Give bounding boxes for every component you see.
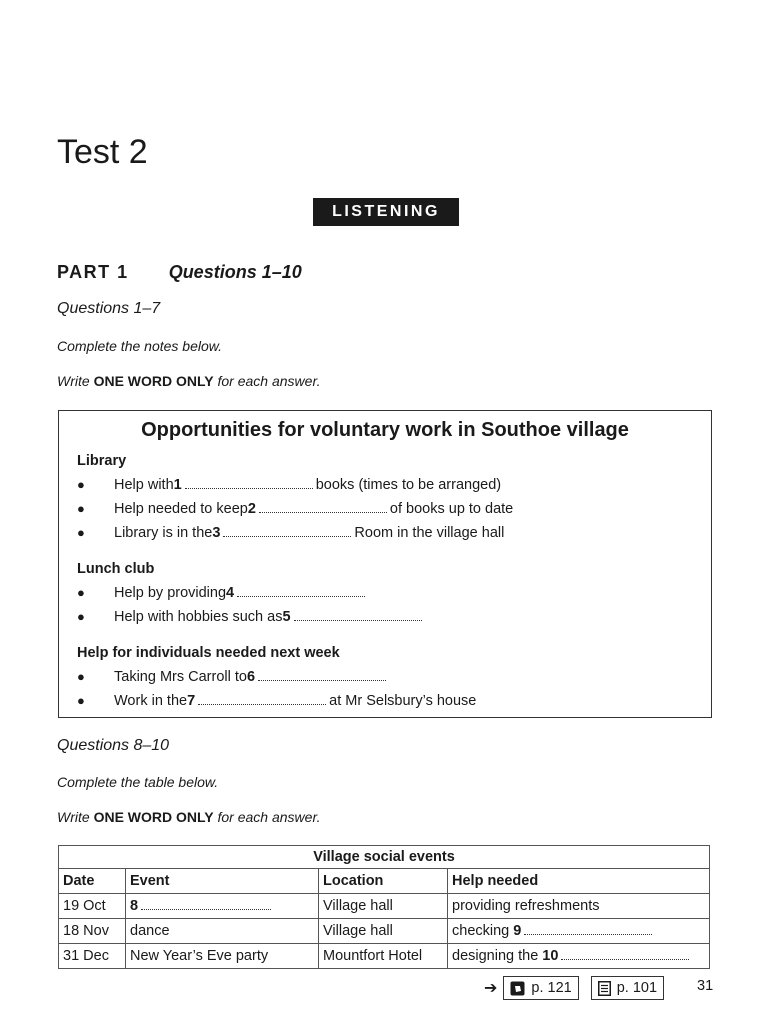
section-banner: LISTENING (313, 198, 459, 226)
part-heading (57, 262, 302, 283)
transcript-icon (598, 981, 611, 996)
answer-blank-4[interactable] (237, 595, 365, 597)
section-heading-library: Library (77, 453, 127, 469)
notes-box (58, 410, 712, 718)
test-title: Test 2 (57, 133, 148, 171)
cell-date: 19 Oct (59, 894, 126, 919)
notes-title: Opportunities for voluntary work in Southoe village (141, 419, 629, 441)
answer-blank-6[interactable] (258, 679, 386, 681)
answer-blank-7[interactable] (198, 703, 326, 705)
word-limit-1: Write ONE WORD ONLY for each answer. (57, 373, 321, 389)
answer-blank-10[interactable] (561, 958, 689, 960)
note-item-q2: ● Help needed to keep 2 of books up to date (77, 501, 514, 517)
cell-location: Mountfort Hotel (319, 944, 448, 969)
answer-blank-5[interactable] (294, 619, 422, 621)
answer-key-ref[interactable]: p. 121 (503, 976, 578, 1000)
note-item-q1: ● Help with 1 books (times to be arranged) (77, 477, 502, 493)
column-header-location: Location (319, 869, 448, 894)
cell-date: 18 Nov (59, 919, 126, 944)
table-header-row (59, 869, 710, 894)
instruction-2: Complete the table below. (57, 774, 219, 790)
column-header-help: Help needed (448, 869, 710, 894)
answer-key-icon (510, 981, 525, 996)
footer-refs (484, 976, 664, 1000)
cell-event: dance (126, 919, 319, 944)
column-header-date: Date (59, 869, 126, 894)
note-item-q7: ● Work in the 7 at Mr Selsbury’s house (77, 693, 477, 709)
events-table (58, 845, 710, 969)
note-item-q6: ● Taking Mrs Carroll to 6 (77, 669, 389, 685)
note-item-q5: ● Help with hobbies such as 5 (77, 609, 425, 625)
table-caption-row (59, 846, 710, 869)
arrow-icon: ➔ (484, 980, 498, 997)
question-range-1: Questions 1–7 (57, 300, 161, 317)
cell-help: designing the 10 (448, 944, 710, 969)
section-heading-lunch-club: Lunch club (77, 561, 155, 577)
note-item-q3: ● Library is in the 3 Room in the village hall (77, 525, 505, 541)
section-heading-individuals: Help for individuals needed next week (77, 645, 340, 661)
word-limit-2: Write ONE WORD ONLY for each answer. (57, 809, 321, 825)
instruction-1: Complete the notes below. (57, 338, 222, 354)
answer-blank-8[interactable] (141, 908, 271, 910)
cell-date: 31 Dec (59, 944, 126, 969)
answer-blank-1[interactable] (185, 487, 313, 489)
part-questions: Questions 1–10 (168, 262, 302, 282)
cell-event: New Year’s Eve party (126, 944, 319, 969)
note-item-q4: ● Help by providing 4 (77, 585, 368, 601)
cell-help: checking 9 (448, 919, 710, 944)
table-row (59, 894, 710, 919)
table-row (59, 944, 710, 969)
page-number: 31 (697, 978, 714, 994)
cell-location: Village hall (319, 894, 448, 919)
question-range-2: Questions 8–10 (57, 737, 170, 754)
cell-location: Village hall (319, 919, 448, 944)
answer-blank-2[interactable] (259, 511, 387, 513)
part-label: PART 1 (57, 262, 129, 282)
cell-help: providing refreshments (448, 894, 710, 919)
answer-blank-3[interactable] (223, 535, 351, 537)
table-row (59, 919, 710, 944)
table-caption: Village social events (59, 846, 710, 869)
transcript-ref[interactable]: p. 101 (591, 976, 664, 1000)
cell-event: 8 (126, 894, 319, 919)
column-header-event: Event (126, 869, 319, 894)
answer-blank-9[interactable] (524, 933, 652, 935)
